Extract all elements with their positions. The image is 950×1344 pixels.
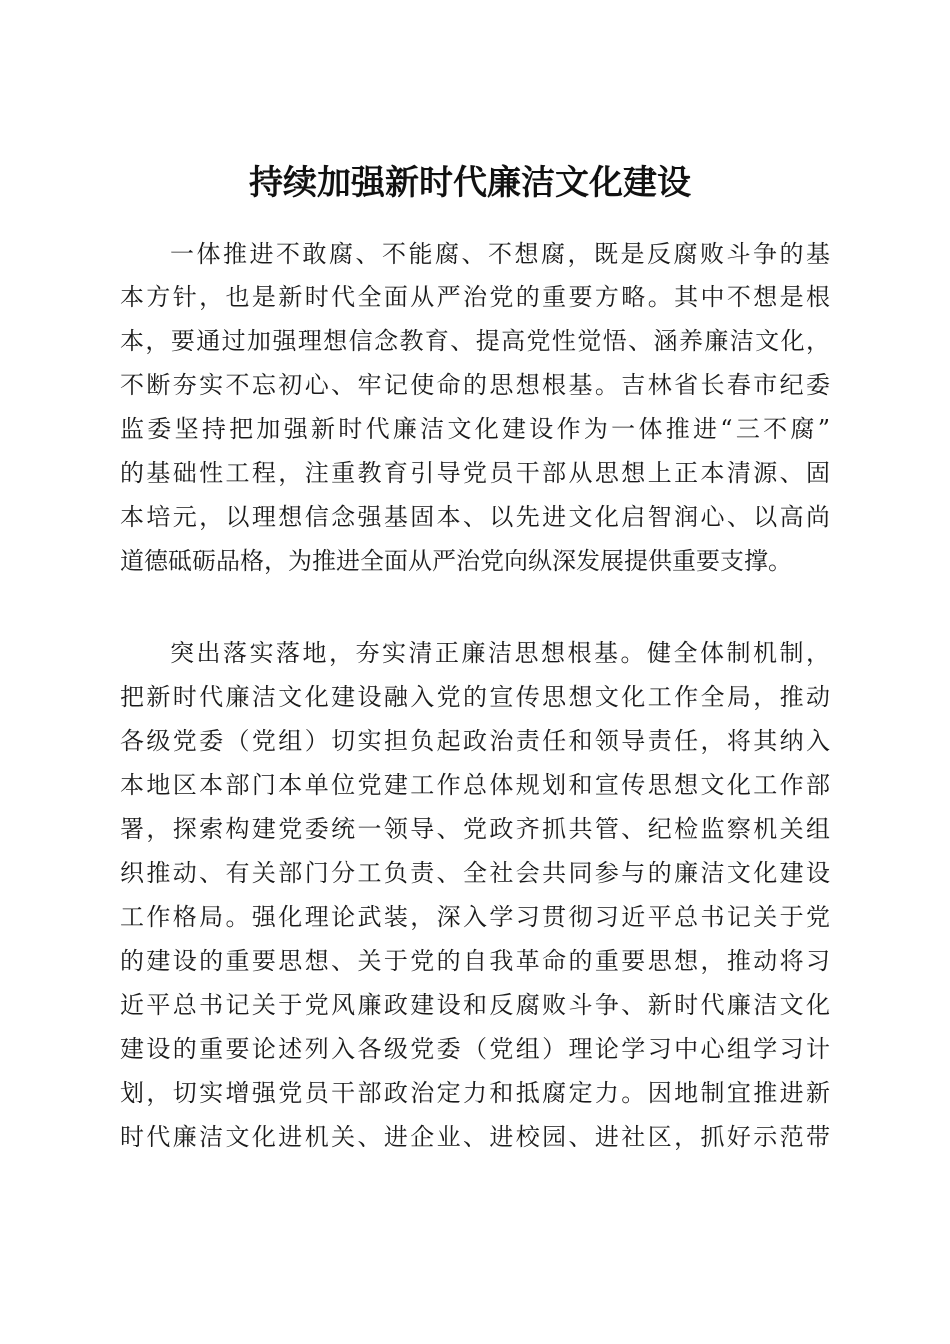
- paragraph-line: 署，探索构建党委统一领导、党政齐抓共管、纪检监察机关组: [120, 815, 830, 843]
- paragraph-line: 道德砥砺品格，为推进全面从严治党向纵深发展提供重要支撑。: [120, 547, 792, 575]
- paragraph-line: 监委坚持把加强新时代廉洁文化建设作为一体推进“三不腐”: [120, 415, 830, 443]
- paragraph-line: 本地区本部门本单位党建工作总体规划和宣传思想文化工作部: [120, 771, 830, 799]
- paragraph-line: 本，要通过加强理想信念教育、提高党性觉悟、涵养廉洁文化，: [120, 327, 830, 355]
- paragraph-line: 的基础性工程，注重教育引导党员干部从思想上正本清源、固: [120, 459, 830, 487]
- paragraph-line: 把新时代廉洁文化建设融入党的宣传思想文化工作全局，推动: [120, 683, 830, 711]
- paragraph-line: 不断夯实不忘初心、牢记使命的思想根基。吉林省长春市纪委: [120, 371, 830, 399]
- paragraph-line: 一体推进不敢腐、不能腐、不想腐，既是反腐败斗争的基: [170, 240, 830, 268]
- paragraph-line: 突出落实落地，夯实清正廉洁思想根基。健全体制机制，: [170, 639, 830, 667]
- page-title: 持续加强新时代廉洁文化建设: [249, 162, 691, 203]
- paragraph-line: 近平总书记关于党风廉政建设和反腐败斗争、新时代廉洁文化: [120, 991, 830, 1019]
- paragraph-line: 织推动、有关部门分工负责、全社会共同参与的廉洁文化建设: [120, 859, 830, 887]
- paragraph-line: 本方针，也是新时代全面从严治党的重要方略。其中不想是根: [120, 283, 830, 311]
- paragraph-line: 时代廉洁文化进机关、进企业、进校园、进社区，抓好示范带: [120, 1123, 830, 1151]
- paragraph-line: 划，切实增强党员干部政治定力和抵腐定力。因地制宜推进新: [120, 1079, 830, 1107]
- paragraph-line: 本培元，以理想信念强基固本、以先进文化启智润心、以高尚: [120, 503, 830, 531]
- paragraph-line: 的建设的重要思想、关于党的自我革命的重要思想，推动将习: [120, 947, 830, 975]
- paragraph-line: 工作格局。强化理论武装，深入学习贯彻习近平总书记关于党: [120, 903, 830, 931]
- paragraph-line: 各级党委（党组）切实担负起政治责任和领导责任，将其纳入: [120, 727, 830, 755]
- paragraph-line: 建设的重要论述列入各级党委（党组）理论学习中心组学习计: [120, 1035, 830, 1063]
